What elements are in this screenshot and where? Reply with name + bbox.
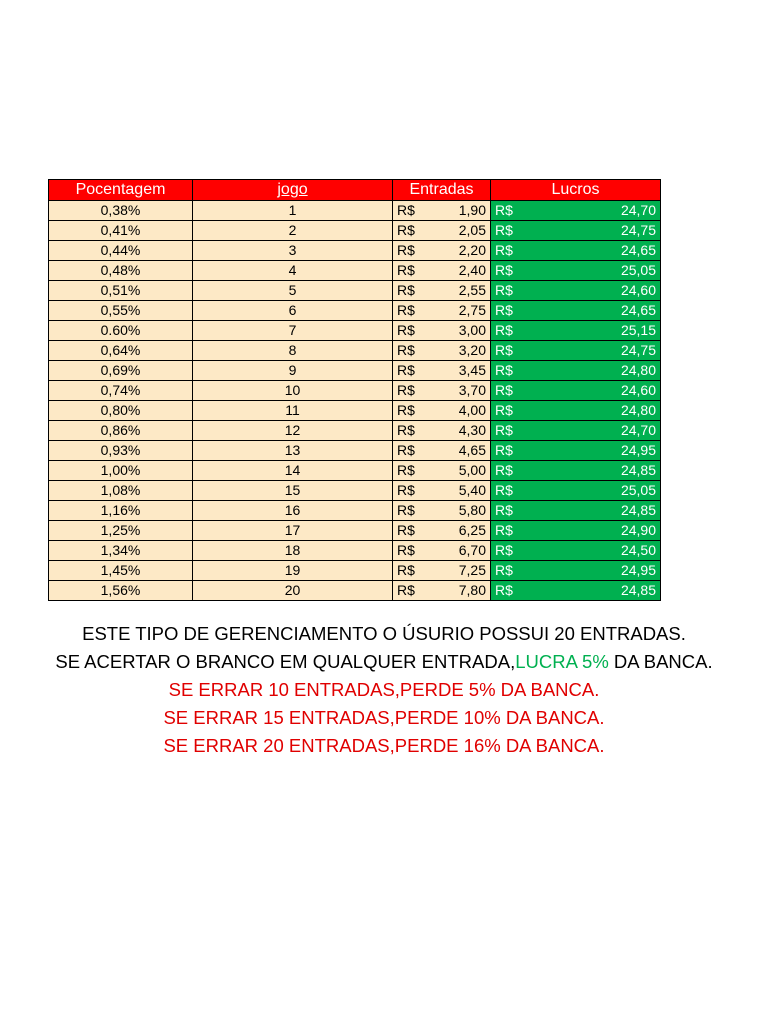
- cell-percentage: 0,41%: [49, 221, 193, 241]
- lucro-value: 24,85: [620, 582, 656, 598]
- entrada-value: 4,00: [458, 402, 486, 418]
- cell-percentage: 0,69%: [49, 361, 193, 381]
- cell-jogo: 8: [193, 341, 393, 361]
- cell-percentage: 0,55%: [49, 301, 193, 321]
- cell-lucro: [491, 241, 661, 261]
- currency-symbol: R$: [495, 582, 513, 598]
- cell-lucro: [491, 521, 661, 541]
- cell-lucro: [491, 381, 661, 401]
- cell-lucro: [491, 341, 661, 361]
- cell-jogo: 20: [193, 581, 393, 601]
- table-row: [49, 541, 661, 561]
- table-row: [49, 401, 661, 421]
- cell-jogo: 16: [193, 501, 393, 521]
- currency-symbol: R$: [397, 242, 415, 258]
- currency-symbol: R$: [495, 462, 513, 478]
- cell-jogo: 2: [193, 221, 393, 241]
- currency-symbol: R$: [495, 202, 513, 218]
- cell-jogo: 6: [193, 301, 393, 321]
- currency-symbol: R$: [397, 342, 415, 358]
- table-row: [49, 461, 661, 481]
- cell-entrada: [393, 221, 491, 241]
- cell-jogo: 13: [193, 441, 393, 461]
- entrada-value: 2,75: [458, 302, 486, 318]
- entrada-value: 5,00: [458, 462, 486, 478]
- lucro-value: 25,15: [620, 322, 656, 338]
- currency-symbol: R$: [495, 422, 513, 438]
- entrada-value: 4,65: [458, 442, 486, 458]
- currency-symbol: R$: [495, 362, 513, 378]
- currency-symbol: R$: [397, 382, 415, 398]
- currency-symbol: R$: [397, 362, 415, 378]
- lucro-value: 24,85: [620, 502, 656, 518]
- lucro-value: 25,05: [620, 482, 656, 498]
- lucro-value: 24,80: [620, 362, 656, 378]
- cell-lucro: [491, 401, 661, 421]
- currency-symbol: R$: [397, 202, 415, 218]
- currency-symbol: R$: [495, 562, 513, 578]
- lucro-value: 24,95: [620, 442, 656, 458]
- cell-lucro: [491, 481, 661, 501]
- note-win-highlight: LUCRA 5%: [515, 651, 609, 672]
- cell-jogo: 1: [193, 201, 393, 221]
- lucro-value: 24,90: [620, 522, 656, 538]
- table-row: [49, 501, 661, 521]
- cell-jogo: 11: [193, 401, 393, 421]
- cell-jogo: 18: [193, 541, 393, 561]
- lucro-value: 24,70: [620, 422, 656, 438]
- currency-symbol: R$: [495, 342, 513, 358]
- currency-symbol: R$: [397, 502, 415, 518]
- header-percentage: Pocentagem: [49, 180, 193, 201]
- cell-jogo: 10: [193, 381, 393, 401]
- cell-entrada: [393, 581, 491, 601]
- cell-percentage: 1,08%: [49, 481, 193, 501]
- currency-symbol: R$: [495, 402, 513, 418]
- lucro-value: 24,85: [620, 462, 656, 478]
- entrada-value: 7,25: [458, 562, 486, 578]
- cell-jogo: 4: [193, 261, 393, 281]
- entrada-value: 7,80: [458, 582, 486, 598]
- currency-symbol: R$: [495, 382, 513, 398]
- currency-symbol: R$: [397, 402, 415, 418]
- cell-jogo: 12: [193, 421, 393, 441]
- table-row: [49, 341, 661, 361]
- table-row: [49, 361, 661, 381]
- entrada-value: 5,40: [458, 482, 486, 498]
- notes-block: [40, 620, 728, 760]
- table-row: [49, 281, 661, 301]
- cell-lucro: [491, 581, 661, 601]
- cell-percentage: 1,16%: [49, 501, 193, 521]
- entrada-value: 6,70: [458, 542, 486, 558]
- note-loss-15: SE ERRAR 15 ENTRADAS,PERDE 10% DA BANCA.: [163, 707, 605, 728]
- lucro-value: 24,65: [620, 302, 656, 318]
- currency-symbol: R$: [495, 502, 513, 518]
- currency-symbol: R$: [397, 322, 415, 338]
- currency-symbol: R$: [495, 222, 513, 238]
- table-row: [49, 241, 661, 261]
- cell-lucro: [491, 201, 661, 221]
- note-win-text: SE ACERTAR O BRANCO EM QUALQUER ENTRADA,: [55, 651, 516, 672]
- cell-jogo: 7: [193, 321, 393, 341]
- lucro-value: 24,70: [620, 202, 656, 218]
- cell-entrada: [393, 481, 491, 501]
- cell-entrada: [393, 301, 491, 321]
- cell-entrada: [393, 461, 491, 481]
- table-row: [49, 481, 661, 501]
- cell-entrada: [393, 261, 491, 281]
- currency-symbol: R$: [397, 222, 415, 238]
- table-row: [49, 441, 661, 461]
- cell-jogo: 5: [193, 281, 393, 301]
- currency-symbol: R$: [495, 542, 513, 558]
- cell-percentage: 0,48%: [49, 261, 193, 281]
- lucro-value: 24,60: [620, 382, 656, 398]
- cell-entrada: [393, 401, 491, 421]
- currency-symbol: R$: [495, 282, 513, 298]
- table-row: [49, 321, 661, 341]
- cell-entrada: [393, 561, 491, 581]
- cell-entrada: [393, 241, 491, 261]
- cell-lucro: [491, 541, 661, 561]
- cell-entrada: [393, 281, 491, 301]
- currency-symbol: R$: [397, 482, 415, 498]
- currency-symbol: R$: [397, 302, 415, 318]
- table-row: [49, 261, 661, 281]
- cell-percentage: 0,44%: [49, 241, 193, 261]
- currency-symbol: R$: [495, 322, 513, 338]
- cell-lucro: [491, 261, 661, 281]
- table-row: [49, 581, 661, 601]
- currency-symbol: R$: [397, 522, 415, 538]
- header-lucros: Lucros: [491, 180, 661, 201]
- cell-lucro: [491, 221, 661, 241]
- entrada-value: 6,25: [458, 522, 486, 538]
- cell-percentage: 1,00%: [49, 461, 193, 481]
- cell-percentage: 0.60%: [49, 321, 193, 341]
- lucro-value: 24,75: [620, 342, 656, 358]
- header-jogo: jogo: [193, 180, 393, 201]
- cell-lucro: [491, 301, 661, 321]
- cell-percentage: 0,80%: [49, 401, 193, 421]
- cell-jogo: 19: [193, 561, 393, 581]
- cell-percentage: 0,38%: [49, 201, 193, 221]
- cell-percentage: 0,51%: [49, 281, 193, 301]
- cell-percentage: 0,93%: [49, 441, 193, 461]
- table-row: [49, 381, 661, 401]
- cell-jogo: 15: [193, 481, 393, 501]
- lucro-value: 24,80: [620, 402, 656, 418]
- cell-entrada: [393, 441, 491, 461]
- currency-symbol: R$: [397, 542, 415, 558]
- cell-entrada: [393, 381, 491, 401]
- header-entradas: Entradas: [393, 180, 491, 201]
- cell-jogo: 14: [193, 461, 393, 481]
- cell-percentage: 0,74%: [49, 381, 193, 401]
- note-loss-10: SE ERRAR 10 ENTRADAS,PERDE 5% DA BANCA.: [168, 679, 600, 700]
- currency-symbol: R$: [495, 522, 513, 538]
- lucro-value: 24,65: [620, 242, 656, 258]
- note-loss-20: SE ERRAR 20 ENTRADAS,PERDE 16% DA BANCA.: [163, 735, 605, 756]
- currency-symbol: R$: [397, 562, 415, 578]
- entrada-value: 2,05: [458, 222, 486, 238]
- entrada-value: 3,45: [458, 362, 486, 378]
- cell-percentage: 1,34%: [49, 541, 193, 561]
- note-win: [40, 648, 728, 676]
- cell-percentage: 1,45%: [49, 561, 193, 581]
- management-table: [48, 179, 661, 601]
- currency-symbol: R$: [495, 262, 513, 278]
- currency-symbol: R$: [397, 422, 415, 438]
- entrada-value: 3,00: [458, 322, 486, 338]
- header-row: [49, 180, 661, 201]
- cell-jogo: 3: [193, 241, 393, 261]
- lucro-value: 24,50: [620, 542, 656, 558]
- table-row: [49, 201, 661, 221]
- currency-symbol: R$: [397, 442, 415, 458]
- cell-jogo: 9: [193, 361, 393, 381]
- currency-symbol: R$: [495, 442, 513, 458]
- currency-symbol: R$: [495, 242, 513, 258]
- lucro-value: 24,60: [620, 282, 656, 298]
- cell-lucro: [491, 441, 661, 461]
- cell-entrada: [393, 501, 491, 521]
- currency-symbol: R$: [397, 582, 415, 598]
- cell-entrada: [393, 541, 491, 561]
- currency-symbol: R$: [397, 282, 415, 298]
- cell-entrada: [393, 521, 491, 541]
- entrada-value: 2,55: [458, 282, 486, 298]
- currency-symbol: R$: [397, 262, 415, 278]
- cell-lucro: [491, 281, 661, 301]
- cell-lucro: [491, 501, 661, 521]
- currency-symbol: R$: [495, 302, 513, 318]
- entrada-value: 2,20: [458, 242, 486, 258]
- note-entries: ESTE TIPO DE GERENCIAMENTO O ÚSURIO POSSUI 20 ENTRADAS.: [82, 623, 686, 644]
- entrada-value: 5,80: [458, 502, 486, 518]
- cell-lucro: [491, 421, 661, 441]
- cell-lucro: [491, 561, 661, 581]
- table-row: [49, 221, 661, 241]
- cell-lucro: [491, 321, 661, 341]
- entrada-value: 4,30: [458, 422, 486, 438]
- cell-entrada: [393, 341, 491, 361]
- table-row: [49, 421, 661, 441]
- cell-entrada: [393, 201, 491, 221]
- currency-symbol: R$: [495, 482, 513, 498]
- cell-entrada: [393, 321, 491, 341]
- currency-symbol: R$: [397, 462, 415, 478]
- table-body: [49, 201, 661, 601]
- lucro-value: 24,95: [620, 562, 656, 578]
- cell-entrada: [393, 361, 491, 381]
- table-row: [49, 521, 661, 541]
- entrada-value: 2,40: [458, 262, 486, 278]
- lucro-value: 24,75: [620, 222, 656, 238]
- cell-entrada: [393, 421, 491, 441]
- cell-percentage: 0,64%: [49, 341, 193, 361]
- entrada-value: 1,90: [458, 202, 486, 218]
- cell-percentage: 1,56%: [49, 581, 193, 601]
- note-win-end: DA BANCA.: [608, 651, 713, 672]
- entrada-value: 3,20: [458, 342, 486, 358]
- cell-jogo: 17: [193, 521, 393, 541]
- table-row: [49, 561, 661, 581]
- cell-percentage: 0,86%: [49, 421, 193, 441]
- cell-lucro: [491, 461, 661, 481]
- entrada-value: 3,70: [458, 382, 486, 398]
- table-row: [49, 301, 661, 321]
- lucro-value: 25,05: [620, 262, 656, 278]
- cell-percentage: 1,25%: [49, 521, 193, 541]
- cell-lucro: [491, 361, 661, 381]
